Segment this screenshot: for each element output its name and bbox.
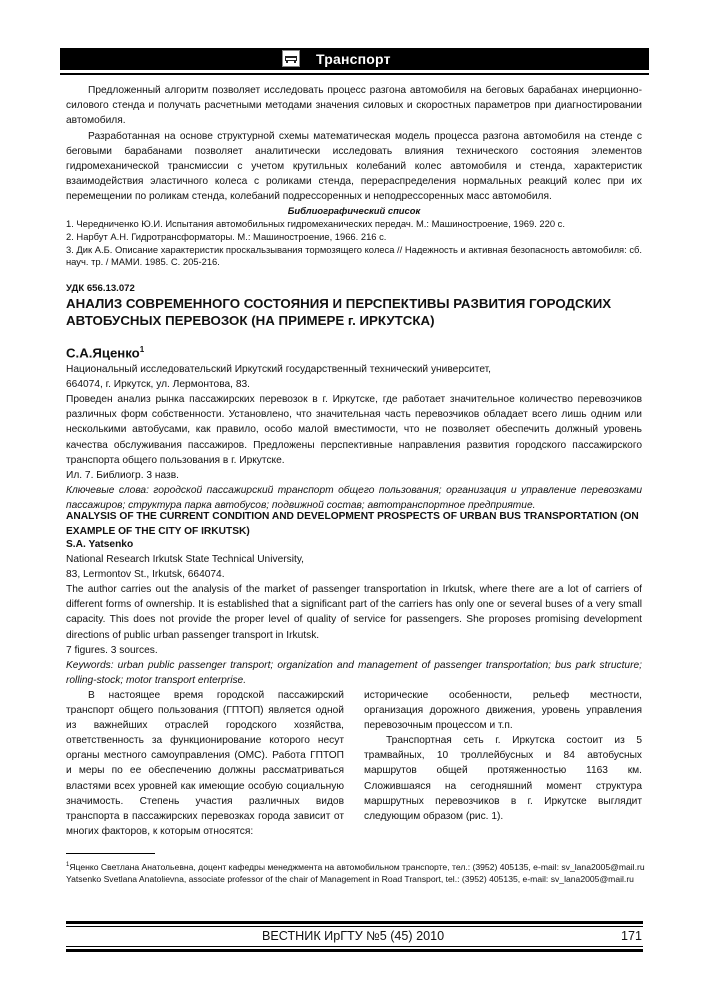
affiliation-en (66, 552, 656, 582)
affiliation-address: 664074, г. Иркутск, ул. Лермонтова, 83. (66, 379, 250, 391)
affiliation-ru (66, 362, 656, 392)
footer-rule (66, 946, 643, 947)
keywords-en: Keywords: urban public passenger transport; organization and management of passenger transportation; bus park structure; rolling-stock; motor transport enterprise. (66, 660, 642, 687)
abstract-en (66, 582, 642, 688)
author-name: С.А.Яценко (66, 345, 140, 361)
paragraph: Предложенный алгоритм позволяет исследовать процесс разгона автомобиля на беговых барабанах инерционно-силового стенда и получать расчетными методами значения силовых и скоростных параметров при диагностировании автомобиля. (66, 85, 642, 127)
footer-rule (66, 921, 643, 924)
abstract-text: The author carries out the analysis of the market of passenger transportation in Irkutsk, where there are a lot of carriers of different forms of ownership. It is established that a significant part of the carriers has only one or several buses of a very small capacity. This does not provide the proper level of quality of service for passengers. She proposes promising development directions of public urban passenger transport in Irkutsk. (66, 584, 642, 641)
article-title-en: ANALYSIS OF THE CURRENT CONDITION AND DEVELOPMENT PROSPECTS OF URBAN BUS TRANSPORTATION (ON EXAMPLE OF THE CITY OF IRKUTSK) (66, 511, 639, 538)
paragraph: В настоящее время городской пассажирский транспорт общего пользования (ГПТОП) является одной из важнейших отраслей городского хозяйства, ответственность за функционирование которого несут органы местного самоуправления (ОМС). Работа ГПТОП и меры по ее обеспечению должны рассматриваться властями всех уровней как имеющие особую социальную значимость. Степень участия различных видов транспорта в пассажирских перевозках города зависит от многих факторов, к которым относятся: (66, 690, 344, 837)
footnote-rule (66, 853, 155, 854)
abstract-ru (66, 392, 642, 514)
author-ru (66, 345, 144, 360)
article-title-ru: АНАЛИЗ СОВРЕМЕННОГО СОСТОЯНИЯ И ПЕРСПЕКТИВЫ РАЗВИТИЯ ГОРОДСКИХ АВТОБУСНЫХ ПЕРЕВОЗОК (НА ПРИМЕРЕ г. ИРКУТСКА) (66, 296, 612, 328)
footnote-ru-text: Яценко Светлана Анатольевна, доцент кафедры менеджмента на автомобильном транспорте, тел.: (3952) 405135, e-mail: sv_lana2005@mail.ru (69, 861, 645, 872)
affiliation-address: 83, Lermontov St., Irkutsk, 664074. (66, 569, 225, 581)
udk-code: УДК 656.13.072 (66, 283, 135, 294)
bus-icon (282, 50, 300, 67)
page-number: 171 (620, 929, 642, 943)
header-rule (60, 73, 649, 75)
footnote-ru (66, 859, 656, 873)
bus-wheels-shape (286, 61, 296, 63)
abstract-stats: Ил. 7. Библиогр. 3 назв. (66, 470, 179, 482)
journal-name: ВЕСТНИК ИрГТУ №5 (45) 2010 (262, 929, 445, 943)
footnote-en: Yatsenko Svetlana Anatolievna, associate professor of the chair of Management in Road Transport, tel.: (3952) 405135, e-mail: sv_lana2005@mail.ru (66, 874, 634, 885)
bibliography-item: 2. Нарбут А.Н. Гидротрансформаторы. М.: Машиностроение, 1966. 216 с. (66, 230, 387, 242)
abstract-stats: 7 figures. 3 sources. (66, 644, 158, 656)
bibliography-item: 3. Дик А.Б. Описание характеристик проскальзывания тормозящего колеса // Надежность и активная безопасность автомобиля: сб. науч. тр. / МАМИ. 1985. С. 205-216. (66, 243, 642, 268)
paragraph: Разработанная на основе структурной схемы математическая модель процесса разгона автомобиля на стенде с беговыми барабанами позволяет аналитически исследовать влияния технического состояния элементов гидромеханической трансмиссии с учетом крутильных колебаний колес автомобиля и стенда, характеристик взаимодействия эластичного колеса с роликами стенда, перераспределения нормальных реакций колес при их перемещении по роликам стенда, колебаний подрессоренных и неподрессоренных масс автомобиля. (66, 130, 642, 203)
footer-rule (66, 926, 643, 927)
previous-article-text (66, 83, 642, 205)
affiliation-name: Национальный исследовательский Иркутский государственный технический университет, (66, 364, 492, 375)
author-en: S.A. Yatsenko (66, 539, 134, 550)
bibliography-heading: Библиографический список (287, 205, 421, 216)
paragraph: исторические особенности, рельеф местности, организация дорожного движения, уровень управления перевозочным процессом и т.п. (364, 690, 642, 732)
section-title: Транспорт (316, 51, 391, 67)
body-column-left (66, 688, 344, 839)
paragraph: Транспортная сеть г. Иркутска состоит из 5 трамвайных, 10 троллейбусных и 84 автобусных маршрутов общей протяженностью 1163 км. Сложившаяся на сегодняшний момент структура маршрутных перевозчиков в г. Иркутске выглядит следующим образом (рис. 1). (364, 735, 642, 822)
keywords-ru: Ключевые слова: городской пассажирский транспорт общего пользования; организация и управление перевозками пассажиров; структура парка автобусов; подвижной состав; автотранспортное предприятие. (66, 485, 642, 512)
footnote-mark: 1 (66, 862, 70, 868)
bibliography-list (66, 218, 642, 269)
footnote (66, 859, 656, 886)
body-column-right (364, 688, 642, 824)
bibliography-item: 1. Чередниченко Ю.И. Испытания автомобильных гидромеханических передач. М.: Машиностроение, 1969. 220 с. (66, 218, 565, 229)
footnote-mark: 1 (139, 345, 145, 354)
affiliation-name: National Research Irkutsk State Technical University, (66, 554, 304, 565)
abstract-text: Проведен анализ рынка пассажирских перевозок в г. Иркутске, где работает значительное количество перевозчиков различных форм собственности. Установлено, что значительная часть перевозчиков обладает всего лишь одним или несколькими автобусами, как правило, особо малой вместимости, что не позволяет обеспечить должный уровень качества обслуживания пассажиров. Предложены перспективные направления развития городского пассажирского транспорта общего пользования в г. Иркутске. (66, 394, 642, 466)
footer-rule (66, 949, 643, 952)
